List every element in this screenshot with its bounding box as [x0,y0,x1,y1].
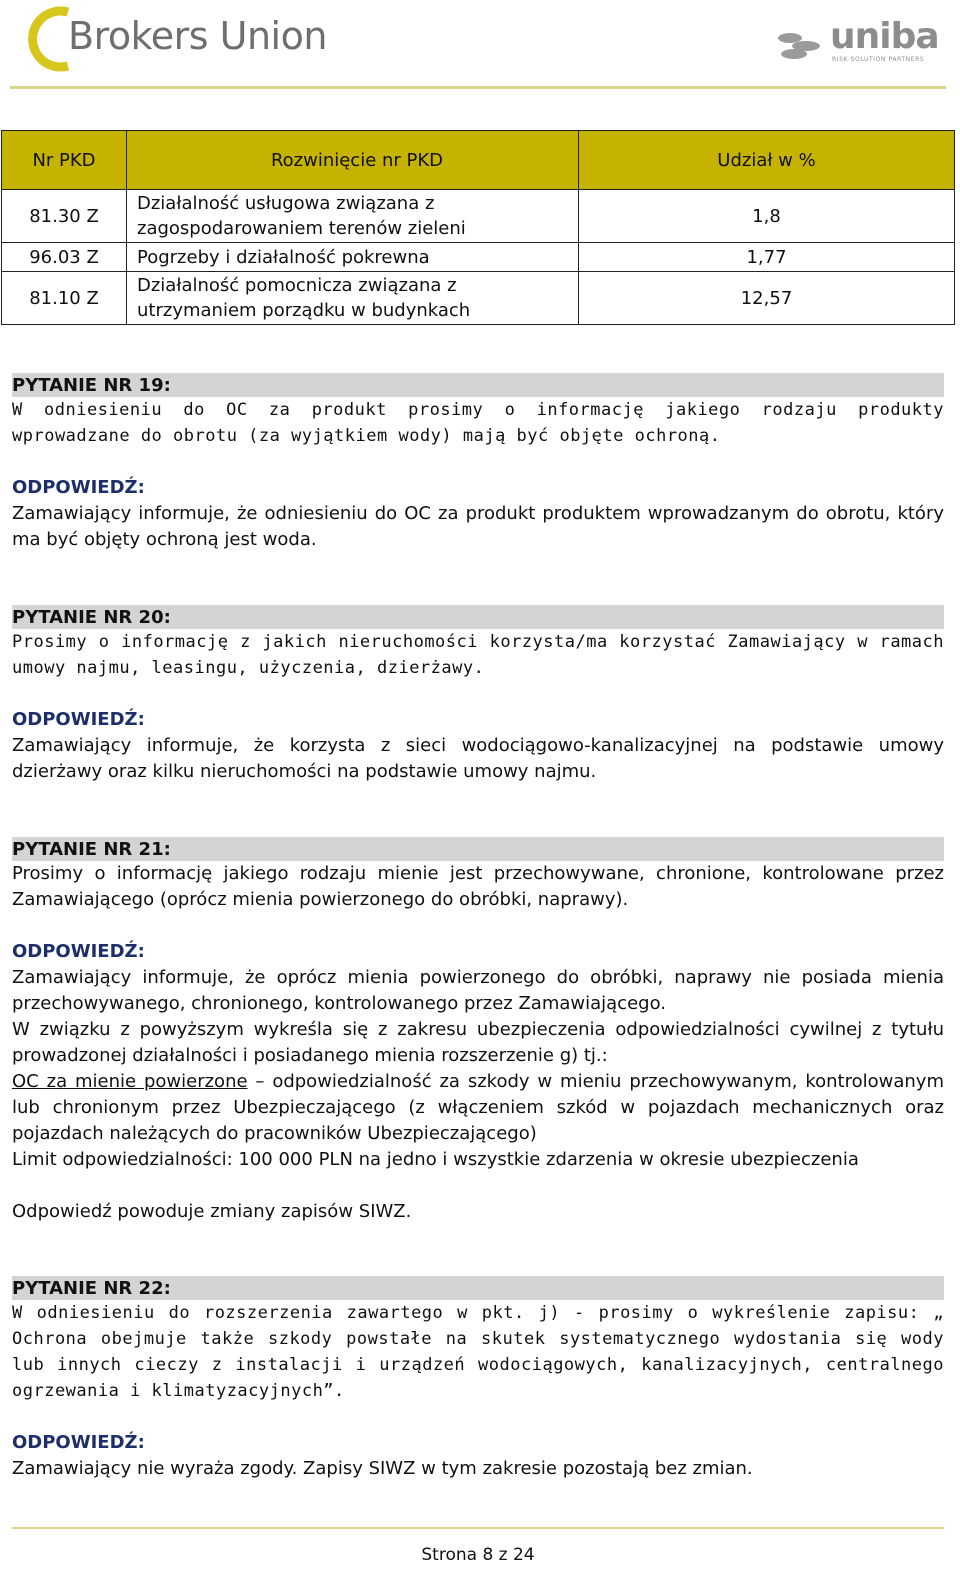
table-row [2,272,955,325]
pkd-code: 81.10 Z [2,272,127,325]
answer-text: Limit odpowiedzialności: 100 000 PLN na jedno i wszystkie zdarzenia w okresie ubezpieczenia [12,1149,859,1170]
question-text: W odniesieniu do OC za produkt prosimy o informację jakiego rodzaju produkty wprowadzane do obrotu (za wyjątkiem wody) mają być objęte ochroną. [12,400,944,446]
uniba-tagline: RISK SOLUTION PARTNERS [832,56,925,63]
pkd-share: 1,8 [579,190,955,243]
question-21 [12,837,944,1225]
pkd-description [127,272,579,325]
answer-underlined-term: OC za mienie powierzone [12,1071,248,1092]
pkd-code: 96.03 Z [2,243,127,272]
pkd-share: 1,77 [579,243,955,272]
pkd-table [1,130,955,325]
pkd-share: 12,57 [579,272,955,325]
question-title: PYTANIE NR 22: [12,1276,944,1300]
answer-note: Odpowiedź powoduje zmiany zapisów SIWZ. [12,1201,412,1222]
question-20 [12,605,944,785]
desc-line: Działalność usługowa związana z [137,193,435,214]
question-title: PYTANIE NR 20: [12,605,944,629]
question-19 [12,373,944,553]
answer-label: ODPOWIEDŹ: [12,709,145,730]
uniba-wordmark: uniba [830,16,939,57]
uniba-mark-icon [776,28,830,68]
answer-text [12,1069,944,1147]
footer-divider [12,1527,944,1529]
header-rozwiniecie: Rozwinięcie nr PKD [127,131,579,190]
desc-line: Działalność pomocnicza związana z [137,275,457,296]
question-text: Prosimy o informację jakiego rodzaju mienie jest przechowywane, chronione, kontrolowane przez Zamawiającego (oprócz mienia powierzonego do obróbki, naprawy). [12,863,944,910]
answer-label: ODPOWIEDŹ: [12,1432,145,1453]
header-nr-pkd: Nr PKD [2,131,127,190]
answer-text: Zamawiający informuje, że korzysta z sieci wodociągowo-kanalizacyjnej na podstawie umowy dzierżawy oraz kilku nieruchomości na podstawie umowy najmu. [12,735,944,782]
answer-label: ODPOWIEDŹ: [12,477,145,498]
desc-line: zagospodarowaniem terenów zieleni [137,218,466,239]
header-divider [10,86,946,89]
answer-text: Zamawiający informuje, że oprócz mienia powierzonego do obróbki, naprawy nie posiada mienia przechowywanego, chronionego, kontrolowanego przez Zamawiającego. [12,967,944,1014]
desc-line: utrzymaniem porządku w budynkach [137,300,471,321]
table-header-row [2,131,955,190]
table-row [2,190,955,243]
answer-text: W związku z powyższym wykreśla się z zakresu ubezpieczenia odpowiedzialności cywilnej z tytułu prowadzonej działalności i posiadanego mienia rozszerzenie g) tj.: [12,1019,944,1066]
pkd-code: 81.30 Z [2,190,127,243]
answer-label: ODPOWIEDŹ: [12,941,145,962]
pkd-description [127,190,579,243]
uniba-logo [776,16,946,66]
brand-name: Brokers Union [68,14,327,58]
answer-term-description: – odpowiedzialność za szkody w mieniu przechowywanym, kontrolowanym lub chronionym przez Ubezpieczającego (z włączeniem szkód w pojazdach mechanicznych oraz pojazdach należących do pracowników Ubezpieczającego) [12,1071,944,1144]
pkd-description: Pogrzeby i działalność pokrewna [127,243,579,272]
question-title: PYTANIE NR 21: [12,837,944,861]
header-udzial: Udział w % [579,131,955,190]
answer-text: Zamawiający informuje, że odniesieniu do OC za produkt produktem wprowadzanym do obrotu, który ma być objęty ochroną jest woda. [12,503,944,550]
table-row [2,243,955,272]
page-number: Strona 8 z 24 [421,1545,535,1565]
answer-text: Zamawiający nie wyraża zgody. Zapisy SIWZ w tym zakresie pozostają bez zmian. [12,1458,753,1479]
question-text: Prosimy o informację z jakich nieruchomości korzysta/ma korzystać Zamawiający w ramach umowy najmu, leasingu, użyczenia, dzierżawy. [12,632,944,678]
question-text: W odniesieniu do rozszerzenia zawartego w pkt. j) - prosimy o wykreślenie zapisu: „ Ochrona obejmuje także szkody powstałe na skutek systematycznego wydostania się wody lub innych cieczy z instalacji i urządzeń wodociągowych, kanalizacyjnych, centralnego ogrzewania i klimatyzacyjnych”. [12,1303,944,1401]
question-22 [12,1276,944,1482]
page-header [0,0,960,92]
question-title: PYTANIE NR 19: [12,373,944,397]
